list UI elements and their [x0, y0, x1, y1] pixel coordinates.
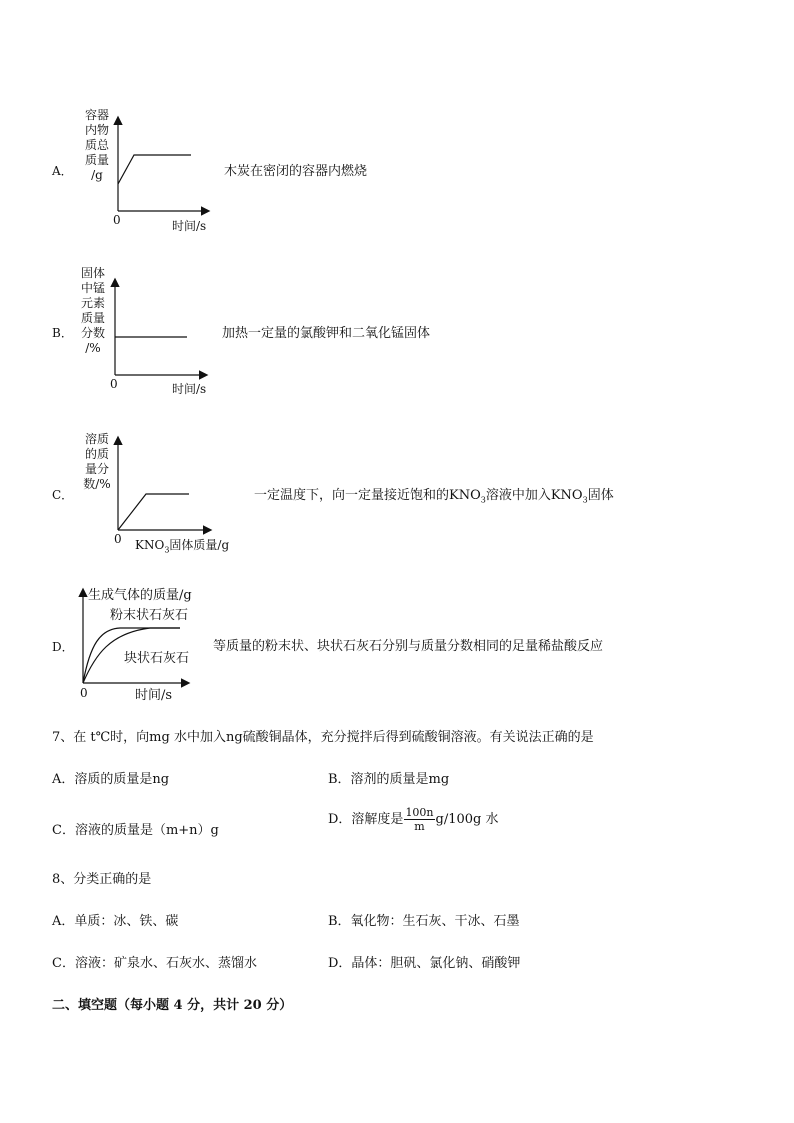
option-b-desc: 加热一定量的氯酸钾和二氧化锰固体 — [222, 326, 431, 341]
option-a-letter: A． — [52, 164, 73, 178]
q8-option-a: A．单质：冰、铁、碳 — [52, 914, 179, 929]
q7-option-a: A．溶质的质量是ng — [52, 772, 170, 787]
curve-label-lump: 块状石灰石 — [124, 651, 190, 666]
ylabel-line: 内物 — [84, 123, 109, 137]
curve-lump — [83, 628, 180, 683]
q8-option-d: D．晶体：胆矾、氯化钠、硝酸钾 — [328, 956, 521, 971]
ylabel-line: 的质 — [84, 447, 109, 461]
q8-option-b: B．氧化物：生石灰、干冰、石墨 — [328, 914, 520, 929]
ylabel-line: 质量 — [80, 311, 105, 325]
ylabel-line: 容器 — [84, 108, 109, 122]
ylabel-line: 中锰 — [80, 281, 105, 295]
q7-option-c: C．溶液的质量是（m+n）g — [52, 823, 219, 838]
curve-powder — [83, 628, 180, 683]
ylabel-line: 质总 — [84, 138, 109, 152]
ylabel-line: /% — [85, 341, 101, 355]
option-b-letter: B． — [52, 326, 73, 340]
q8-option-c: C．溶液：矿泉水、石灰水、蒸馏水 — [52, 956, 257, 971]
option-d-desc: 等质量的粉末状、块状石灰石分别与质量分数相同的足量稀盐酸反应 — [213, 639, 604, 654]
fraction-denominator: m — [414, 820, 425, 833]
ylabel-line: 固体 — [80, 266, 105, 280]
q8-stem: 8、分类正确的是 — [52, 872, 152, 887]
option-a-xlabel: 时间/s — [172, 219, 207, 233]
option-c-desc: 一定温度下，向一定量接近饱和的$KNO_3$溶液中加入$KNO_3$固体 — [254, 488, 614, 505]
ylabel-line: 溶质 — [84, 432, 109, 446]
q7-d-fraction — [404, 806, 434, 833]
q7-d-suffix: g/100g 水 — [435, 812, 499, 827]
option-c-origin: 0 — [114, 532, 122, 546]
option-b-xlabel: 时间/s — [172, 382, 207, 396]
option-c-letter: C． — [52, 488, 74, 502]
ylabel-line: 元素 — [80, 296, 105, 310]
fraction-numerator: 100n — [405, 806, 434, 819]
option-d-ylabel: 生成气体的质量/g — [88, 588, 192, 603]
q7-stem: 7、在 t℃时，向mg 水中加入ng硫酸铜晶体，充分搅拌后得到硫酸铜溶液。有关说法正确的是 — [52, 730, 594, 745]
option-b-origin: 0 — [110, 377, 118, 391]
option-d-xlabel: 时间/s — [135, 688, 173, 703]
curve-label-powder: 粉末状石灰石 — [110, 608, 189, 623]
ylabel-line: /g — [91, 168, 103, 182]
option-c-xlabel: $KNO_3$固体质量/g — [135, 538, 230, 555]
q7-option-b: B．溶剂的质量是mg — [328, 772, 450, 787]
ylabel-line: 量分 — [84, 462, 109, 476]
ylabel-line: 质量 — [84, 153, 109, 167]
ylabel-line: 数/% — [83, 477, 111, 491]
section-2-title: 二、填空题（每小题 4 分，共计 20 分） — [52, 998, 293, 1013]
option-d-letter: D． — [52, 640, 74, 654]
option-d-origin: 0 — [80, 686, 88, 700]
q7-option-d — [328, 806, 499, 833]
ylabel-line: 分数 — [80, 326, 105, 340]
option-a-origin: 0 — [113, 213, 121, 227]
q7-d-prefix: D．溶解度是 — [328, 812, 404, 827]
option-a-desc: 木炭在密闭的容器内燃烧 — [224, 164, 368, 179]
